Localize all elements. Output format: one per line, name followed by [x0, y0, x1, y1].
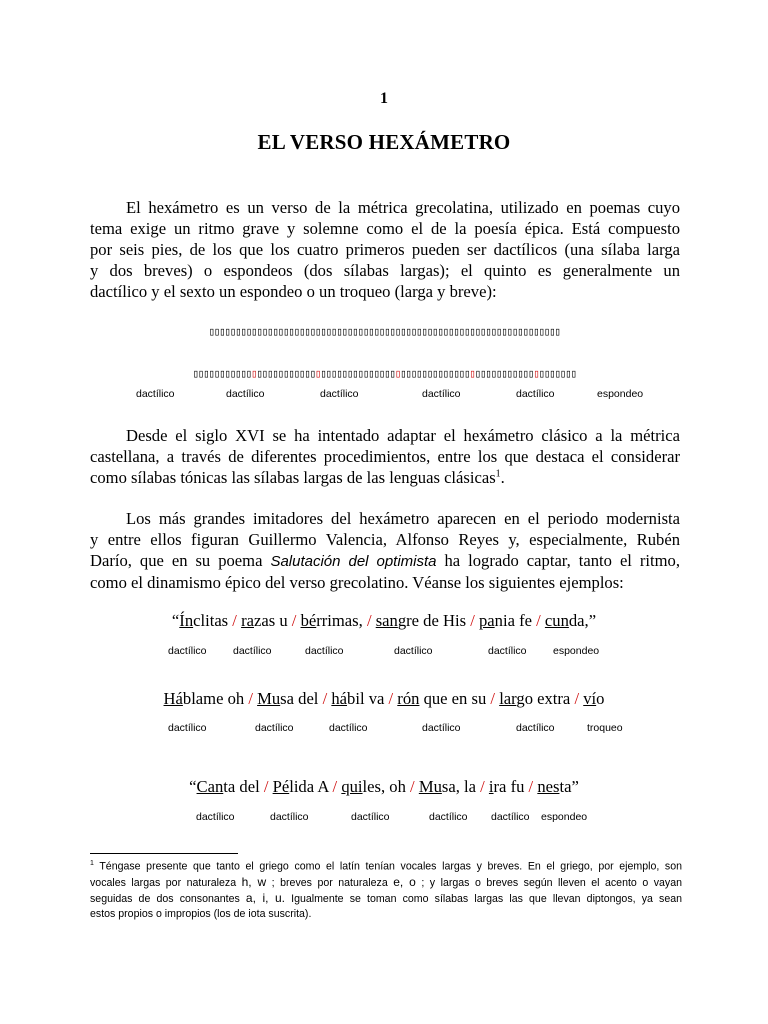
stressed-syllable: nes [537, 777, 560, 796]
paragraph-line: como sílabas tónicas las sílabas largas de las lenguas clásicas [90, 468, 496, 487]
paragraph-line: y entre ellos figuran Guillermo Valencia, Alfonso Reyes y, especialmente, Rubén [90, 530, 680, 549]
syllables: nia fe [494, 611, 537, 630]
paragraph-modernism [90, 508, 680, 593]
syllables: ra fu [493, 777, 529, 796]
syllables: sa, la [441, 777, 481, 796]
stressed-syllable: Há [163, 689, 183, 708]
verse-example-3 [0, 777, 768, 797]
foot-label: dactílico [491, 811, 530, 823]
stressed-syllable: rón [397, 689, 420, 708]
foot-label: dactílico [255, 722, 294, 734]
paragraph-history [90, 425, 680, 488]
syllables: bil va [347, 689, 389, 708]
close-quote: ” [571, 777, 579, 796]
foot-separator: / [574, 689, 580, 708]
foot-label: dactílico [168, 722, 207, 734]
stressed-syllable: cun [544, 611, 569, 630]
footnote-line: ; breves por naturaleza [266, 876, 394, 889]
footnote-line: vocales largas por naturaleza [90, 876, 242, 889]
paragraph-line: dactílico y el sexto un espondeo o un troqueo (larga y breve): [90, 282, 497, 301]
foot-separator: / [232, 611, 237, 630]
stressed-syllable: bé [300, 611, 317, 630]
stressed-syllable: i [488, 777, 494, 796]
foot-label: dactílico [196, 811, 235, 823]
paragraph-line: Desde el siglo XVI se ha intentado adaptar el hexámetro clásico a la métrica [126, 426, 680, 445]
paragraph-line: tema exige un ritmo grave y solemne como el de la poesía épica. Está compuesto [90, 219, 680, 238]
verse-example-2 [0, 689, 768, 709]
foot-separator: / [536, 611, 541, 630]
syllables: que en su [419, 689, 491, 708]
foot-separator: / [410, 777, 415, 796]
stressed-syllable: Pé [272, 777, 290, 796]
page-number: 1 [380, 90, 388, 107]
foot-label: dactílico [516, 722, 555, 734]
syllables: lida A [289, 777, 333, 796]
metric-scheme-line-2 [0, 367, 768, 380]
paragraph-intro [90, 197, 680, 302]
greek-letters: h, w [241, 874, 267, 889]
foot-label: dactílico [422, 388, 461, 400]
scheme-caesura: ▯ [314, 367, 321, 380]
paragraph-line: Los más grandes imitadores del hexámetro aparecen en el periodo modernista [126, 509, 680, 528]
stressed-syllable: Can [196, 777, 224, 796]
page-title: EL VERSO HEXÁMETRO [257, 130, 511, 154]
paragraph-line: por seis pies, de los que los cuatro primeros pueden ser dactílicos (una sílaba larga [90, 240, 680, 259]
syllables: blame oh [182, 689, 249, 708]
foot-label: dactílico [136, 388, 175, 400]
scheme-caesura: ▯ [533, 367, 539, 380]
syllables: clitas [193, 611, 233, 630]
foot-label: dactílico [488, 645, 527, 657]
syllables: o [596, 689, 605, 708]
paragraph-line: como el dinamismo épico del verso grecolatino. Véanse los siguientes ejemplos: [90, 573, 624, 592]
open-quote: “ [189, 777, 197, 796]
syllables: ta [559, 777, 572, 796]
foot-separator: / [248, 689, 253, 708]
foot-separator: / [291, 611, 297, 630]
paragraph-line: castellana, a través de diferentes procedimientos, entre los que destaca el considerar [90, 447, 680, 466]
scheme-symbols: ▯▯▯▯▯▯▯▯▯▯▯▯▯▯ [320, 367, 395, 380]
foot-separator: / [528, 777, 534, 796]
poem-title: Salutación del optimista [270, 553, 437, 570]
foot-label: dactílico [429, 811, 468, 823]
syllables: gre de His [397, 611, 471, 630]
open-quote: “ [171, 611, 180, 630]
foot-label: dactílico [270, 811, 309, 823]
paragraph-line: Darío, que en su poema [90, 551, 263, 570]
stressed-syllable: ra [241, 611, 254, 630]
foot-label: dactílico [516, 388, 555, 400]
scheme-caesura: ▯ [469, 367, 475, 380]
foot-label: dactílico [305, 645, 344, 657]
foot-label: troqueo [587, 722, 623, 734]
foot-label: espondeo [541, 811, 588, 823]
paragraph-line: El hexámetro es un verso de la métrica grecolatina, utilizado en poemas cuyo [126, 198, 680, 217]
scheme-symbols: ▯▯▯▯▯▯▯ [538, 367, 576, 380]
stressed-syllable: lar [499, 689, 517, 708]
scheme-symbols: ▯▯▯▯▯▯▯▯▯▯▯ [192, 367, 251, 380]
foot-separator: / [263, 777, 269, 796]
foot-label: dactílico [168, 645, 207, 657]
foot-separator: / [470, 611, 475, 630]
footnote-line: Téngase presente que tanto el griego como el latín tenían vocales largas y breves. En el griego, por ejemplo, son [93, 860, 682, 873]
syllables: les, oh [362, 777, 411, 796]
stressed-syllable: Mu [418, 777, 442, 796]
footnote-reference[interactable]: 1 [495, 468, 501, 480]
footnote [90, 856, 682, 922]
foot-separator: / [480, 777, 485, 796]
footnote-line: seguidas de dos consonantes [90, 892, 246, 905]
syllables: sa del [280, 689, 323, 708]
scheme-caesura: ▯ [250, 367, 257, 380]
footnote-divider [90, 853, 238, 854]
foot-label: dactílico [233, 645, 272, 657]
scheme-symbols: ▯▯▯▯▯▯▯▯▯▯▯ [256, 367, 315, 380]
scheme-caesura: ▯ [394, 367, 400, 380]
foot-label: espondeo [597, 388, 644, 400]
greek-letters: e, o [393, 874, 416, 889]
syllables: zas u [253, 611, 292, 630]
foot-label: espondeo [553, 645, 600, 657]
foot-label: dactílico [351, 811, 390, 823]
metric-scheme-line-1: ▯▯▯▯▯▯▯▯▯▯▯▯▯▯▯▯▯▯▯▯▯▯▯▯▯▯▯▯▯▯▯▯▯▯▯▯▯▯▯▯▯▯▯▯▯▯▯▯▯▯▯▯▯▯▯▯▯▯▯▯▯▯▯▯▯▯ [208, 325, 560, 338]
paragraph-end: . [500, 468, 505, 487]
stressed-syllable: san [375, 611, 398, 630]
foot-separator: / [490, 689, 496, 708]
stressed-syllable: há [331, 689, 348, 708]
paragraph-line: y dos breves) o espondeos (dos sílabas largas); el quinto es generalmente un [90, 261, 680, 280]
stressed-syllable: Ín [179, 611, 194, 630]
footnote-line: estos propios o impropios (los de iota suscrita). [90, 907, 312, 920]
greek-letters: a, i, u. [245, 890, 285, 905]
foot-label: dactílico [320, 388, 359, 400]
verse-example-1 [0, 611, 768, 631]
foot-label: dactílico [394, 645, 433, 657]
foot-label: dactílico [329, 722, 368, 734]
stressed-syllable: Mu [257, 689, 281, 708]
stressed-syllable: qui [341, 777, 363, 796]
footnote-line: Igualmente se toman como sílabas largas las que llevan diptongos, ya sean [285, 892, 683, 905]
foot-separator: / [322, 689, 328, 708]
syllables: da, [568, 611, 589, 630]
syllables: go extra [516, 689, 575, 708]
foot-label: dactílico [226, 388, 265, 400]
paragraph-line: ha logrado captar, tanto el ritmo, [444, 551, 680, 570]
stressed-syllable: pa [478, 611, 495, 630]
footnote-line: ; y largas o breves según lleven el acento o vayan [415, 876, 682, 889]
foot-label: dactílico [422, 722, 461, 734]
scheme-symbols: ▯▯▯▯▯▯▯▯▯▯▯▯▯ [399, 367, 470, 380]
close-quote: ” [588, 611, 597, 630]
scheme-symbols: ▯▯▯▯▯▯▯▯▯▯▯ [474, 367, 534, 380]
footnote-mark: 1 [90, 860, 94, 867]
syllables: ta del [223, 777, 264, 796]
foot-separator: / [332, 777, 338, 796]
foot-separator: / [388, 689, 394, 708]
stressed-syllable: ví [583, 689, 597, 708]
syllables: rrimas, [316, 611, 367, 630]
foot-separator: / [366, 611, 372, 630]
